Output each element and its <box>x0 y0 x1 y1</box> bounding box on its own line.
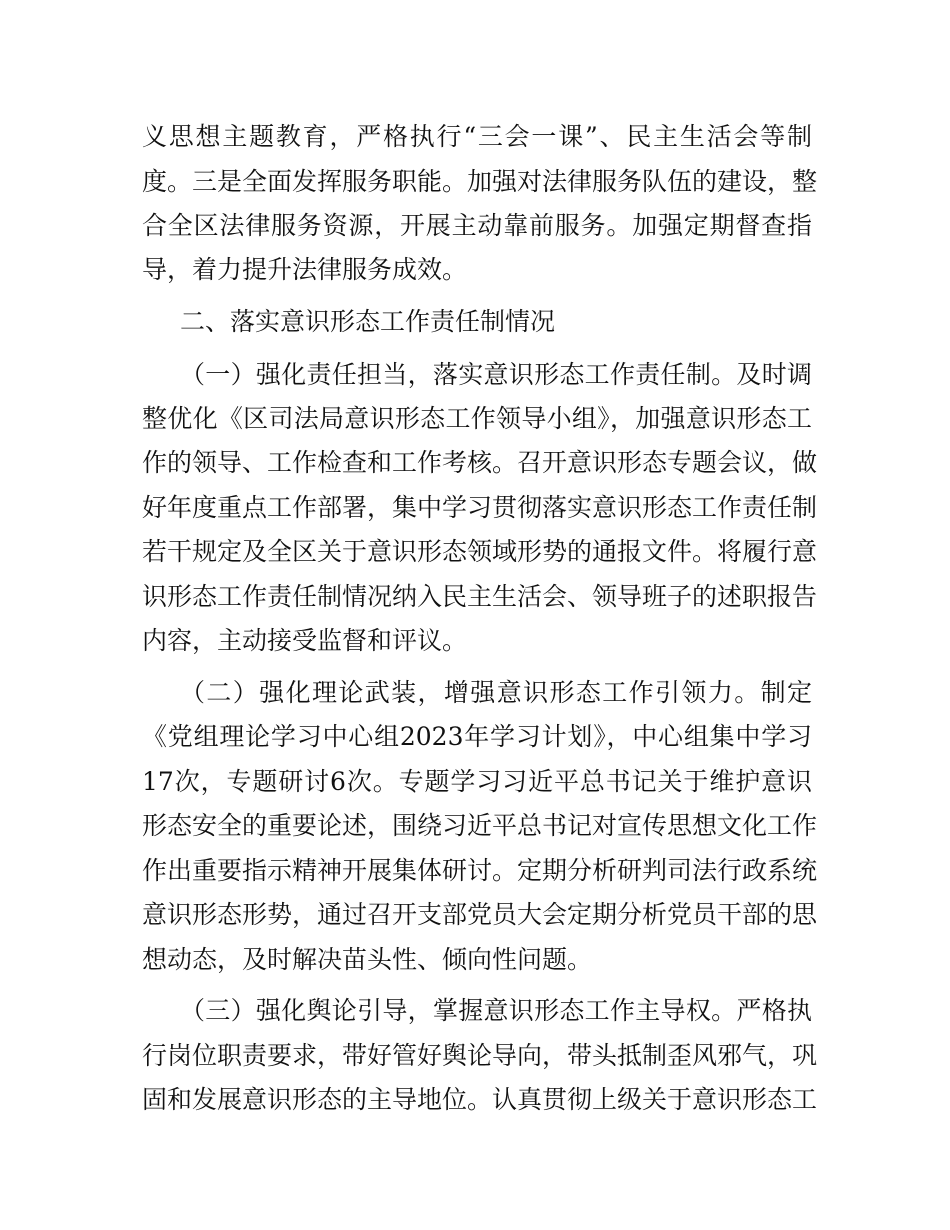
paragraph-line: 17次，专题研讨6次。专题学习习近平总书记关于维护意识 <box>142 767 812 796</box>
paragraph-line: 合全区法律服务资源，开展主动靠前服务。加强定期督查指 <box>142 211 812 240</box>
paragraph-line: 行岗位职责要求，带好管好舆论导向，带头抵制歪风邪气，巩 <box>142 1041 818 1070</box>
paragraph-line: 作出重要指示精神开展集体研讨。定期分析研判司法行政系统 <box>142 856 818 885</box>
paragraph-line: （三）强化舆论引导，掌握意识形态工作主导权。严格执 <box>180 996 812 1025</box>
paragraph-line: 内容，主动接受监督和评议。 <box>142 626 468 655</box>
paragraph-line: 导，着力提升法律服务成效。 <box>142 255 468 284</box>
paragraph-line: 好年度重点工作部署，集中学习贯彻落实意识形态工作责任制 <box>142 493 818 522</box>
paragraph-line: （二）强化理论武装，增强意识形态工作引领力。制定 <box>180 678 812 707</box>
paragraph-line: （一）强化责任担当，落实意识形态工作责任制。及时调 <box>180 360 812 389</box>
paragraph-line: 若干规定及全区关于意识形态领域形势的通报文件。将履行意 <box>142 537 818 566</box>
paragraph-line: 义思想主题教育，严格执行“三会一课”、民主生活会等制 <box>142 122 812 151</box>
paragraph-line: 想动态，及时解决苗头性、倾向性问题。 <box>142 945 593 974</box>
paragraph-line: 形态安全的重要论述，围绕习近平总书记对宣传思想文化工作 <box>142 811 818 840</box>
section-heading: 二、落实意识形态工作责任制情况 <box>180 307 556 336</box>
paragraph-line: 识形态工作责任制情况纳入民主生活会、领导班子的述职报告 <box>142 582 818 611</box>
paragraph-line: 度。三是全面发挥服务职能。加强对法律服务队伍的建设，整 <box>142 167 818 196</box>
paragraph-line: 《党组理论学习中心组2023年学习计划》，中心组集中学习 <box>142 722 812 751</box>
paragraph-line: 作的领导、工作检查和工作考核。召开意识形态专题会议，做 <box>142 448 818 477</box>
paragraph-line: 固和发展意识形态的主导地位。认真贯彻上级关于意识形态工 <box>142 1085 818 1114</box>
paragraph-line: 意识形态形势，通过召开支部党员大会定期分析党员干部的思 <box>142 900 818 929</box>
paragraph-line: 整优化《区司法局意识形态工作领导小组》，加强意识形态工 <box>142 404 812 433</box>
